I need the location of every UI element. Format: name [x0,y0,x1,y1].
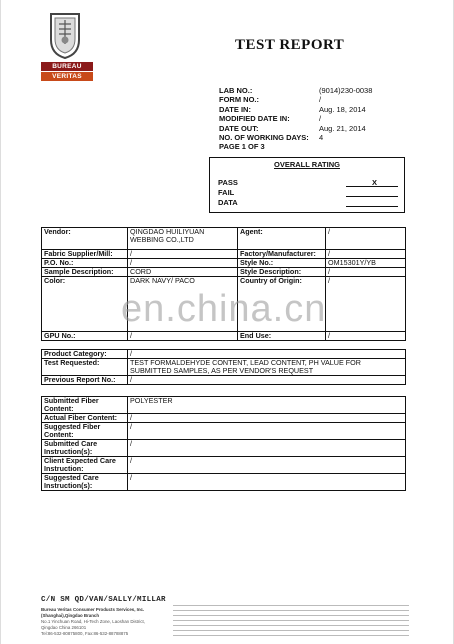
gpu-label: GPU No.: [42,332,128,341]
table-row [42,359,406,376]
header-key: MODIFIED DATE IN: [219,114,290,124]
header-key: FORM NO.: [219,95,259,105]
vendor-value: QINGDAO HUILIYUAN WEBBING CO.,LTD [128,228,238,250]
rating-fail-label: FAIL [218,188,235,197]
previous-report-label: Previous Report No.: [42,376,128,385]
end-use-label: End Use: [238,332,326,341]
table-row [42,376,406,385]
table-row [42,228,406,250]
table-row [42,423,406,440]
header-value: / [319,95,322,105]
header-value: Aug. 21, 2014 [319,123,366,133]
fine-print-line [173,620,409,621]
factory-value: / [326,250,406,259]
request-table [41,349,406,385]
header-value: 4 [319,132,324,142]
product-category-label: Product Category: [42,350,128,359]
header-row [219,133,372,142]
report-title: TEST REPORT [235,37,345,53]
table-row [42,440,406,457]
footer-company: Bureau Veritas Consumer Products Services, Inc. [41,607,145,612]
fine-print-line [173,605,409,606]
rating-pass-line [346,186,398,187]
suggested-fiber-label: Suggested Fiber Content: [42,423,128,440]
footer-phone: Tel:86-532-80875800, Fax:86-532-88788875 [41,631,129,636]
fine-print-line [173,630,409,631]
table-row [42,414,406,423]
header-key: DATE OUT: [219,123,259,133]
table-row [42,259,406,268]
header-row [219,105,372,114]
header-row [219,124,372,133]
rating-pass-mark: X [372,178,378,187]
fiber-care-table [41,396,406,491]
gpu-value: / [128,332,238,341]
submitted-fiber-value: POLYESTER [128,397,406,414]
po-value: / [128,259,238,268]
previous-report-value: / [128,376,406,385]
header-value: Aug. 18, 2014 [319,104,366,114]
submitted-care-label: Submitted Care Instruction(s): [42,440,128,457]
sample-description-label: Sample Description: [42,268,128,277]
table-row [42,474,406,491]
actual-fiber-value: / [128,414,406,423]
logo-band-bureau: BUREAU [41,62,93,71]
country-of-origin-label: Country of Origin: [238,277,326,332]
factory-label: Factory/Manufacturer: [238,250,326,259]
fine-print-line [173,615,409,616]
table-row [42,332,406,341]
end-use-value: / [326,332,406,341]
rating-title: OVERALL RATING [274,160,340,169]
sample-description-value: CORD [128,268,238,277]
fabric-supplier-label: Fabric Supplier/Mill: [42,250,128,259]
submitted-fiber-label: Submitted Fiber Content: [42,397,128,414]
style-description-value: / [326,268,406,277]
actual-fiber-label: Actual Fiber Content: [42,414,128,423]
client-expected-care-label: Client Expected Care Instruction: [42,457,128,474]
header-row [219,114,372,123]
header-key: LAB NO.: [219,86,253,95]
seal-icon [47,10,83,60]
client-expected-care-value: / [128,457,406,474]
table-row [42,350,406,359]
footer-fine-print [173,605,409,641]
overall-rating-box [209,157,405,213]
color-value: DARK NAVY/ PACO [128,277,238,332]
header-key: PAGE 1 OF 3 [219,142,265,152]
color-label: Color: [42,277,128,332]
header-key: DATE IN: [219,104,251,114]
test-requested-value: TEST FORMALDEHYDE CONTENT, LEAD CONTENT, PH VALUE FOR SUBMITTED SAMPLES, AS PER VENDOR'S REQUEST [128,359,406,376]
rating-data-line [346,206,398,207]
fine-print-line [173,610,409,611]
table-row [42,397,406,414]
table-row [42,250,406,259]
style-description-label: Style Description: [238,268,326,277]
product-category-value: / [128,350,406,359]
test-requested-label: Test Requested: [42,359,128,376]
fabric-supplier-value: / [128,250,238,259]
po-label: P.O. No.: [42,259,128,268]
suggested-fiber-value: / [128,423,406,440]
style-no-label: Style No.: [238,259,326,268]
header-row [219,86,372,95]
suggested-care-value: / [128,474,406,491]
header-info [219,86,372,152]
submitted-care-value: / [128,440,406,457]
footer-branch: (Shanghai),Qingdao Branch [41,613,100,618]
rating-data-label: DATA [218,198,238,207]
rating-pass-label: PASS [218,178,238,187]
vendor-label: Vendor: [42,228,128,250]
footer-address [41,607,161,637]
footer-street: No.1 Yinchuan Road, Hi-Tech Zone, Laoshan District, Qingdao China 266101 [41,619,145,630]
table-row [42,268,406,277]
style-no-value: OM15301Y/YB [326,259,406,268]
rating-fail-line [346,196,398,197]
table-row [42,457,406,474]
watermark: en.china.cn [121,288,327,330]
fine-print-line [173,625,409,626]
country-of-origin-value: / [326,277,406,332]
header-value: / [319,114,322,124]
header-row [219,95,372,104]
header-row [219,142,372,151]
header-value: (9014)230-0038 [319,86,373,95]
logo-band-veritas: VERITAS [41,72,93,81]
suggested-care-label: Suggested Care Instruction(s): [42,474,128,491]
agent-value: / [326,228,406,250]
fine-print-line [173,635,409,636]
header-key: NO. OF WORKING DAYS: [219,132,309,142]
agent-label: Agent: [238,228,326,250]
footer-code: C/N SM QD/VAN/SALLY/MILLAR [41,596,166,604]
